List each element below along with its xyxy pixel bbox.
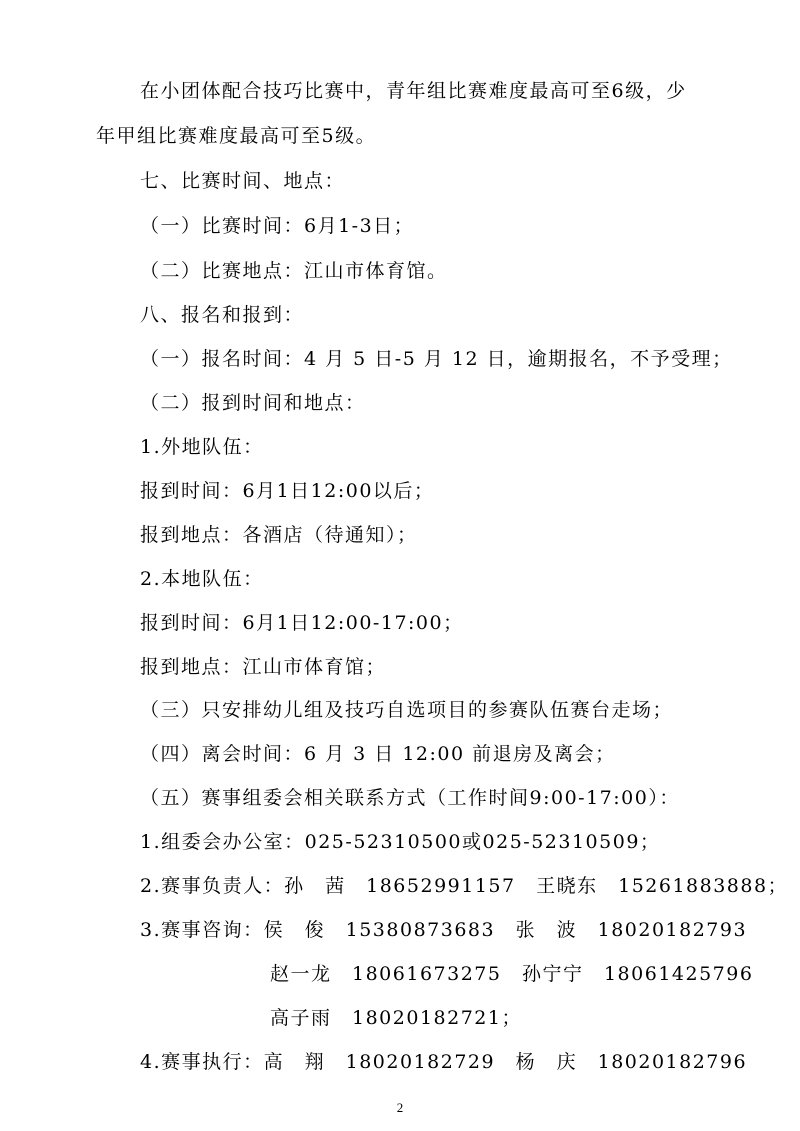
paragraph-line: 报到地点：江山市体育馆； bbox=[140, 656, 387, 678]
paragraph-line: （三）只安排幼儿组及技巧自选项目的参赛队伍赛台走场； bbox=[140, 699, 674, 721]
paragraph-line: 报到时间：6月1日12:00以后； bbox=[140, 480, 435, 502]
section-heading: 七、比赛时间、地点： bbox=[140, 170, 346, 192]
paragraph-line: （二）比赛地点：江山市体育馆。 bbox=[140, 260, 448, 282]
paragraph-line: 2.本地队伍： bbox=[140, 568, 264, 590]
paragraph-line: （五）赛事组委会相关联系方式（工作时间9:00-17:00）： bbox=[140, 787, 680, 809]
paragraph-line: 赵一龙 18061673275 孙宁宁 18061425796 bbox=[270, 963, 754, 985]
paragraph-line: 高子雨 18020182721； bbox=[270, 1007, 522, 1029]
paragraph-line: 1.外地队伍： bbox=[140, 436, 264, 458]
paragraph-line: 2.赛事负责人：孙 茜 18652991157 王晓东 15261883888； bbox=[140, 875, 789, 897]
section-heading: 八、报名和报到： bbox=[140, 304, 305, 326]
paragraph-line: （一）比赛时间：6月1-3日； bbox=[140, 215, 415, 237]
paragraph-line: （二）报到时间和地点： bbox=[140, 392, 366, 414]
paragraph-line: （四）离会时间：6 月 3 日 12:00 前退房及离会； bbox=[140, 743, 616, 765]
paragraph-line: 3.赛事咨询：侯 俊 15380873683 张 波 18020182793 bbox=[140, 919, 748, 941]
paragraph-line: 1.组委会办公室：025-52310500或025-52310509； bbox=[140, 831, 661, 853]
paragraph-line: 年甲组比赛难度最高可至5级。 bbox=[96, 125, 377, 147]
paragraph-line: 报到地点：各酒店（待通知）； bbox=[140, 524, 418, 546]
paragraph-line: 4.赛事执行：高 翔 18020182729 杨 庆 18020182796 bbox=[140, 1051, 748, 1073]
page-number: 2 bbox=[396, 1100, 404, 1115]
paragraph-line: （一）报名时间：4 月 5 日-5 月 12 日，逾期报名，不予受理； bbox=[140, 348, 733, 370]
paragraph-line: 报到时间：6月1日12:00-17:00； bbox=[140, 612, 464, 634]
paragraph-line: 在小团体配合技巧比赛中，青年组比赛难度最高可至6级，少 bbox=[140, 80, 687, 102]
